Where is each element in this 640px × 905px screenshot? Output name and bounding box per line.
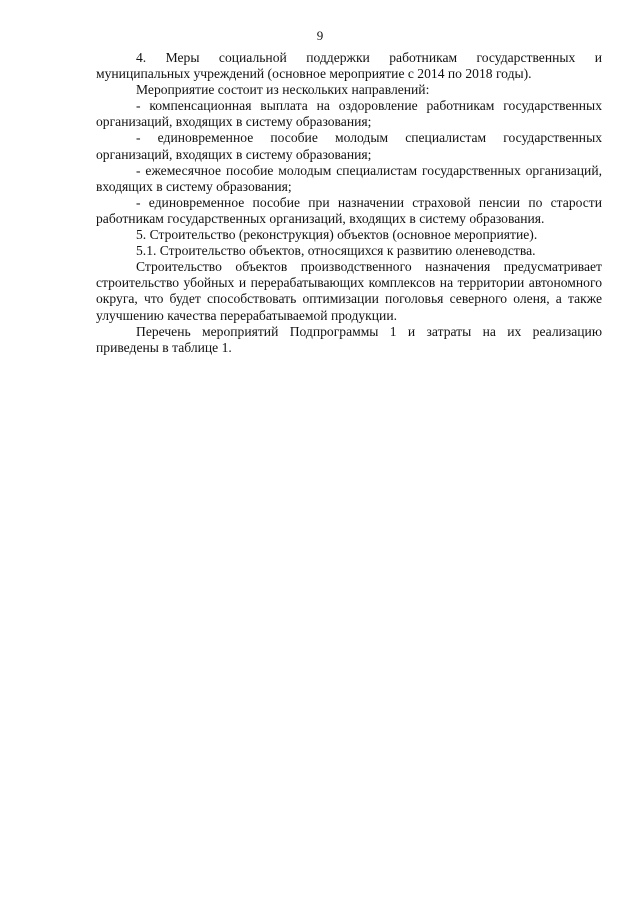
- paragraph-measure-4: 4. Меры социальной поддержки работникам государственных и муниципальных учреждений (основное мероприятие с 2014 по 2018 годы).: [96, 50, 602, 82]
- paragraph-directions-intro: Мероприятие состоит из нескольких направлений:: [136, 82, 430, 98]
- paragraph-measure-5: 5. Строительство (реконструкция) объектов (основное мероприятие).: [136, 227, 538, 243]
- list-item-monthly-allowance: - ежемесячное пособие молодым специалистам государственных организаций, входящих в систему образования;: [96, 162, 602, 194]
- list-item-one-time-allowance: - единовременное пособие молодым специалистам государственных организаций, входящих в систему образования;: [96, 130, 602, 162]
- page-number: 9: [316, 28, 324, 43]
- paragraph-table-reference: Перечень мероприятий Подпрограммы 1 и затраты на их реализацию приведены в таблице 1.: [96, 323, 602, 355]
- document-body: [96, 50, 602, 356]
- list-item-health-compensation: - компенсационная выплата на оздоровление работникам государственных организаций, входящих в систему образования;: [96, 98, 602, 130]
- list-item-pension-allowance: - единовременное пособие при назначении страховой пенсии по старости работникам государственных организаций, входящих в систему образования.: [96, 194, 602, 226]
- paragraph-measure-5-1: 5.1. Строительство объектов, относящихся к развитию оленеводства.: [136, 243, 536, 259]
- paragraph-construction-details: Строительство объектов производственного назначения предусматривает строительство убойных и перерабатывающих комплексов на территории автономного округа, что будет способствовать оптимизации поголовья северного оленя, а также улучшению качества перерабатываемой продукции.: [96, 259, 602, 323]
